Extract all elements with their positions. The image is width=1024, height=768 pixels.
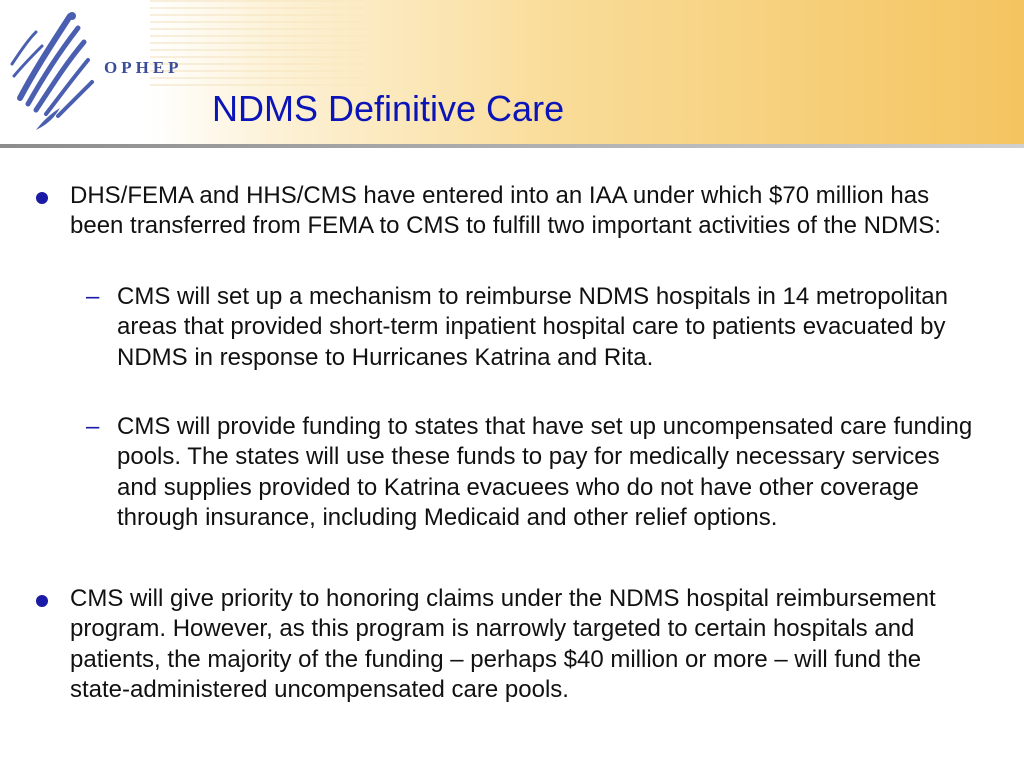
sub-bullet-text: CMS will provide funding to states that have set up uncompensated care funding pools. The states will use these funds to pay for medically necessary services and supplies provided to Katrina evacuees who do not have other coverage through insurance, including Medicaid and other relief options. xyxy=(117,413,973,531)
bullet-marker xyxy=(36,595,48,607)
logo-text: OPHEP xyxy=(104,58,183,77)
sub-bullet-text: CMS will set up a mechanism to reimburse NDMS hospitals in 14 metropolitan areas that provided short-term inpatient hospital care to patients evacuated by NDMS in response to Hurricanes Katrina and Rita. xyxy=(117,283,948,371)
slide-title: NDMS Definitive Care xyxy=(212,88,565,129)
sub-bullet-marker: – xyxy=(86,413,100,440)
bullet-marker xyxy=(36,192,48,204)
bullet-text: CMS will give priority to honoring claims under the NDMS hospital reimbursement program. However, as this program is narrowly targeted to certain hospitals and patients, the majority of the funding – perhaps $40 million or more – will fund the state-administered uncompensated care pools. xyxy=(70,585,936,703)
bullet-text: DHS/FEMA and HHS/CMS have entered into an IAA under which $70 million has been transferred from FEMA to CMS to fulfill two important activities of the NDMS: xyxy=(70,182,941,240)
sub-bullet-marker: – xyxy=(86,283,100,310)
